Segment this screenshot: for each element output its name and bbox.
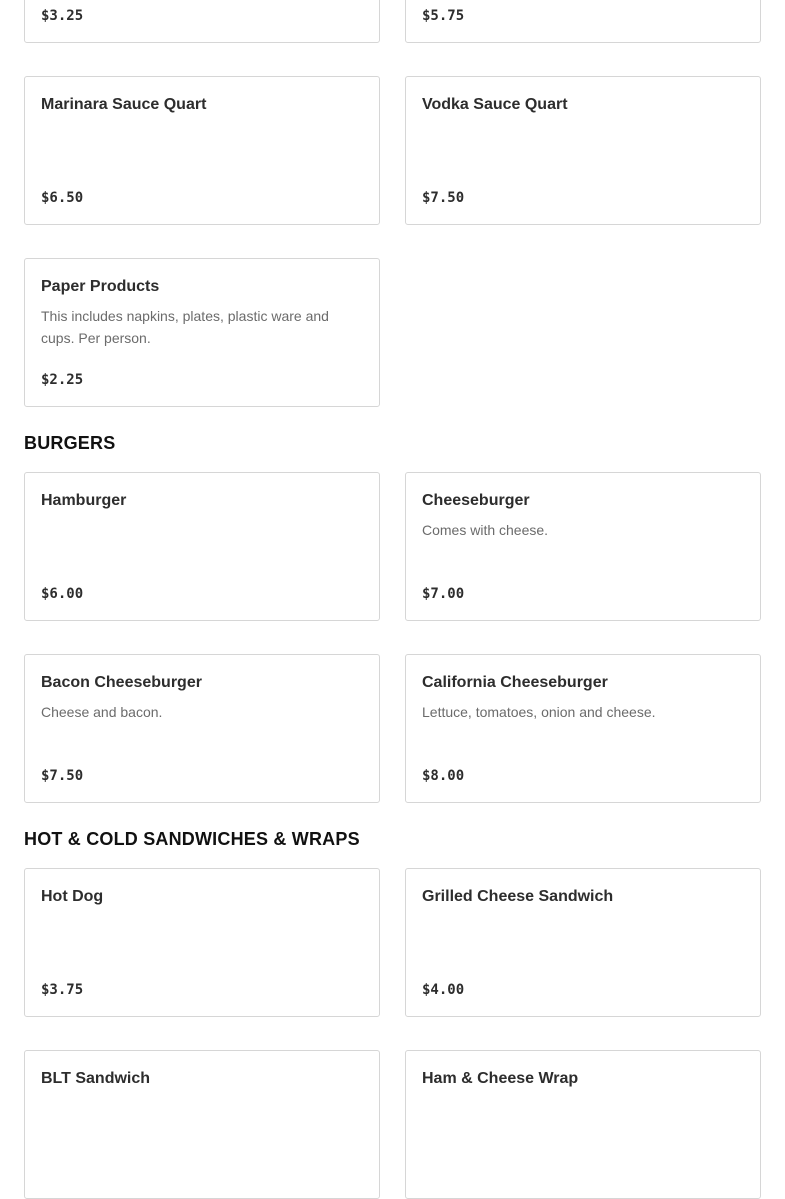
item-price: $7.00 [422,586,465,602]
menu-item-card[interactable] [405,1050,761,1199]
item-price: $4.00 [422,982,465,998]
item-price: $2.25 [41,372,84,388]
item-description: Cheese and bacon. [41,704,163,720]
item-price: $3.75 [41,982,84,998]
menu-item-card[interactable] [405,654,761,803]
menu-item-card[interactable] [24,472,380,621]
item-price: $5.75 [422,8,465,24]
section-title-burgers: BURGERS [24,433,116,453]
item-price: $6.00 [41,586,84,602]
item-name: Hot Dog [41,888,104,905]
item-price: $7.50 [422,190,465,206]
menu-item-card[interactable] [24,868,380,1017]
item-name: Marinara Sauce Quart [41,96,207,113]
menu-item-card[interactable] [24,1050,380,1199]
item-price: $8.00 [422,768,465,784]
item-name: BLT Sandwich [41,1070,151,1087]
item-name: Vodka Sauce Quart [422,96,568,113]
item-name: Grilled Cheese Sandwich [422,888,614,905]
item-name: Ham & Cheese Wrap [422,1070,579,1087]
item-name: Bacon Cheeseburger [41,674,202,691]
menu-item-card[interactable] [405,0,761,43]
item-name: California Cheeseburger [422,674,608,691]
item-name: Cheeseburger [422,492,530,509]
item-price: $3.25 [41,8,84,24]
item-description: Comes with cheese. [422,522,549,538]
item-price: $7.50 [41,768,84,784]
item-description: Lettuce, tomatoes, onion and cheese. [422,704,656,720]
menu-item-card[interactable] [405,868,761,1017]
menu-item-card[interactable] [24,654,380,803]
menu-item-card[interactable] [24,258,380,407]
item-description: This includes napkins, plates, plastic ware and cups. Per person. [41,308,329,346]
item-name: Paper Products [41,278,160,295]
menu-item-card[interactable] [405,472,761,621]
section-title-sandwiches: HOT & COLD SANDWICHES & WRAPS [24,829,360,849]
menu-item-card[interactable] [24,76,380,225]
item-price: $6.50 [41,190,84,206]
menu-item-card[interactable] [24,0,380,43]
menu-item-card[interactable] [405,76,761,225]
item-name: Hamburger [41,492,127,509]
